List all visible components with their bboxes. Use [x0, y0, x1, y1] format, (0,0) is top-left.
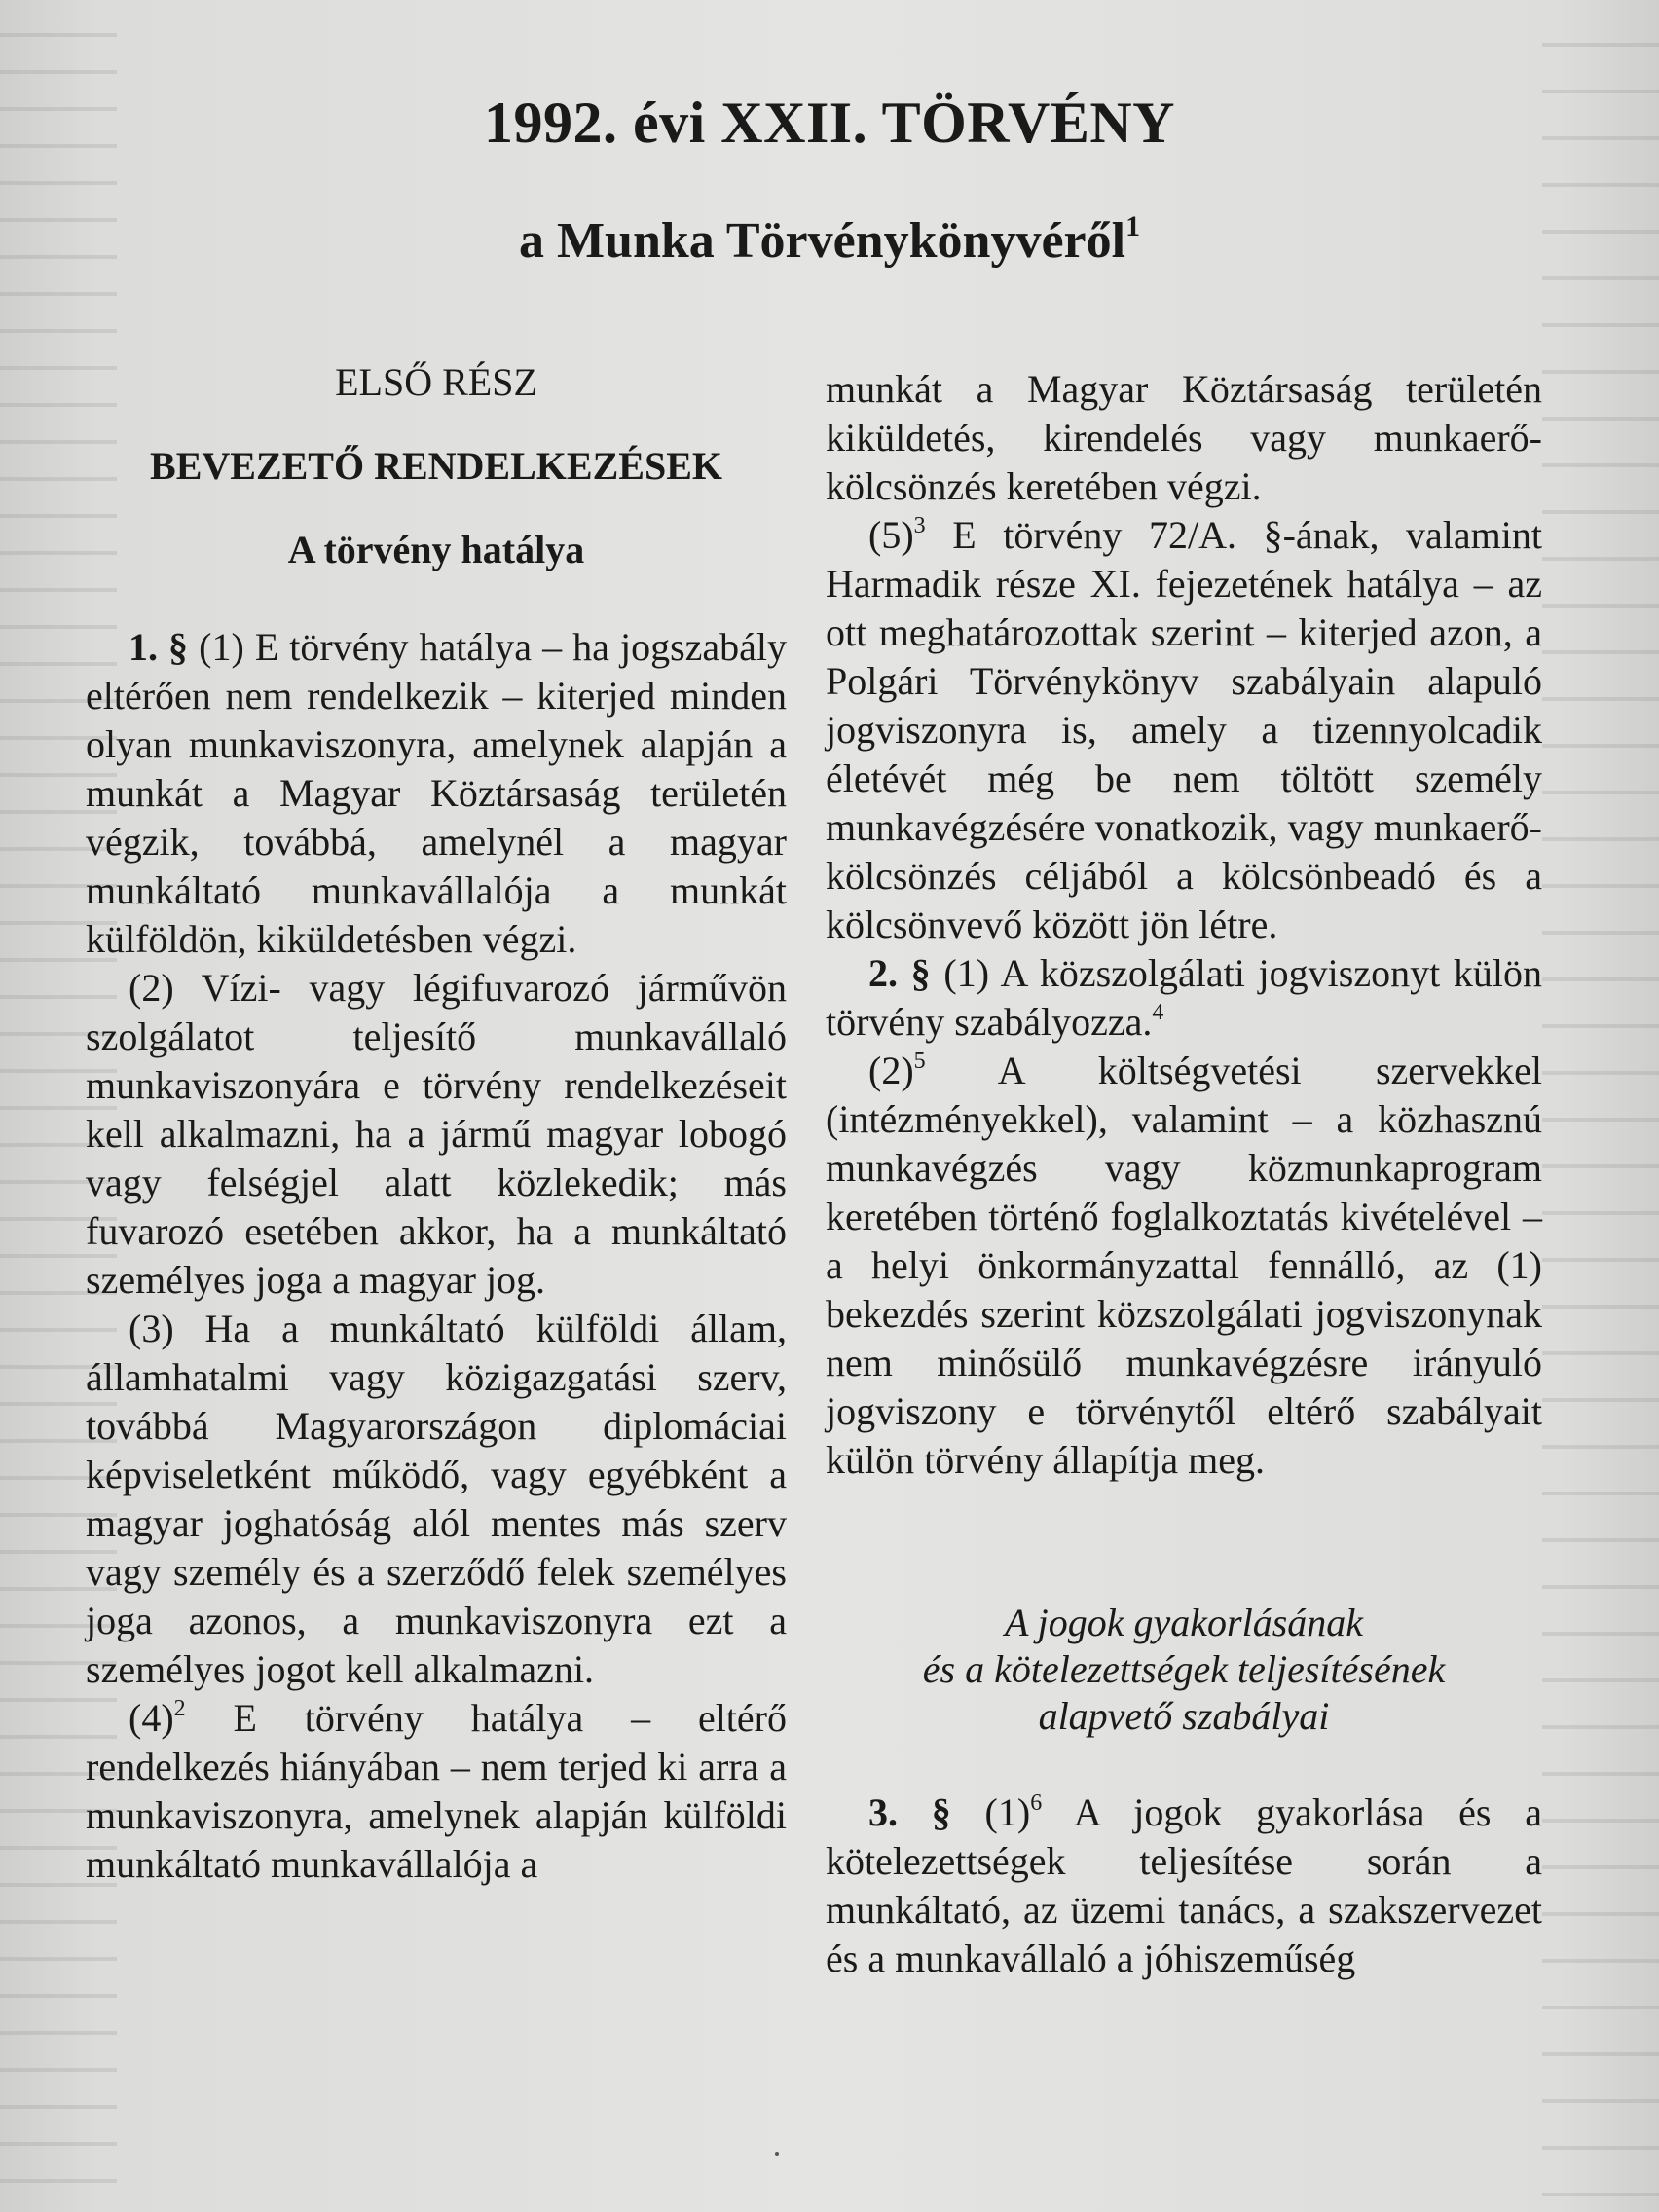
bleed-through-right	[1542, 0, 1659, 2212]
italic-section-heading	[826, 1600, 1542, 1740]
paragraph-2-2	[826, 1047, 1542, 1485]
section-number-2: 2. §	[868, 951, 931, 995]
paragraph-2-1-text: (1) A közszolgálati jogviszonyt külön törvény szabályozza.	[826, 951, 1543, 1044]
paragraph-2-1	[826, 949, 1542, 1047]
right-column	[826, 365, 1542, 1983]
paragraph-1-5	[826, 511, 1542, 949]
footnote-ref-1: 1	[1125, 210, 1141, 242]
paragraph-3-1-text: A jogok gyakorlása és a kötelezettségek teljesítése során a munkáltató, az üzemi tanács, a szakszervezet és a munkavállaló a jóhiszeműség	[826, 1790, 1543, 1980]
footnote-ref-3: 3	[913, 513, 926, 538]
spacer	[826, 1485, 1542, 1600]
paragraph-3-1-label: (1)	[950, 1790, 1031, 1834]
left-column	[86, 358, 787, 1889]
paragraph-2-2-label: (2)	[868, 1049, 914, 1092]
part-heading: ELSŐ RÉSZ	[335, 360, 537, 404]
italic-heading-line-2: és a kötelezettségek teljesítésének	[922, 1647, 1446, 1691]
footnote-ref-2: 2	[173, 1696, 186, 1721]
footnote-ref-6: 6	[1030, 1790, 1043, 1816]
section-number-1: 1. §	[129, 625, 189, 669]
law-title: 1992. évi XXII. TÖRVÉNY	[484, 91, 1175, 155]
paragraph-2-2-text: A költségvetési szervekkel (intézményekkel), valamint – a közhasznú munkavégzés vagy közmunkaprogram keretében történő foglalkoztatás kivételével – a helyi önkormányzattal fennálló, az (1) bekezdés szerint közszolgálati jogviszonynak nem minősülő munkavégzésre irányuló jogviszony e törvénytől eltérő szabályait külön törvény állapítja meg.	[826, 1049, 1542, 1482]
paragraph-1-4-continued: munkát a Magyar Köztársaság területén kiküldetés, kirendelés vagy munkaerő-kölcsönzés keretében végzi.	[826, 367, 1542, 508]
chapter-heading: BEVEZETŐ RENDELKEZÉSEK	[150, 444, 722, 488]
section-heading: A törvény hatálya	[287, 528, 585, 571]
law-subtitle	[0, 212, 1659, 270]
italic-heading-line-3: alapvető szabályai	[1038, 1694, 1330, 1738]
italic-heading-line-1: A jogok gyakorlásának	[1004, 1601, 1364, 1644]
paragraph-1-4	[86, 1694, 787, 1889]
law-subtitle-text: a Munka Törvénykönyvéről	[518, 213, 1126, 269]
paragraph-1-1	[86, 623, 787, 964]
paragraph-1-3: (3) Ha a munkáltató külföldi állam, államhatalmi vagy közigazgatási szerv, továbbá Magyarországon diplomáciai képviseletként működő, vagy egyébként a magyar joghatóság alól mentes más szerv vagy személy és a szerződő felek személyes joga azonos, a munkaviszonyra ezt a személyes jogot kell alkalmazni.	[86, 1307, 787, 1691]
paragraph-1-5-text: E törvény 72/A. §-ának, valamint Harmadik része XI. fejezetének hatálya – az ott meghatározottak szerint – kiterjed azon, a Polgári Törvénykönyv szabályain alapuló jogviszonyra is, amely a tizennyolcadik életévét még be nem töltött személy munkavégzésére vonatkozik, vagy munkaerő-kölcsönzés céljából a kölcsönbeadó és a kölcsönvevő között jön létre.	[826, 513, 1542, 946]
footnote-ref-5: 5	[913, 1049, 926, 1074]
paragraph-1-2: (2) Vízi- vagy légifuvarozó járművön szolgálatot teljesítő munkavállaló munkaviszonyára e törvény rendelkezéseit kell alkalmazni, ha a jármű magyar lobogó vagy felségjel alatt közlekedik; más fuvarozó esetében akkor, ha a munkáltató személyes joga a magyar jog.	[86, 966, 787, 1302]
paragraph-1-4-text: E törvény hatálya – eltérő rendelkezés hiányában – nem terjed ki arra a munkaviszonyra, amelynek alapján külföldi munkáltató munkavállalója a	[86, 1696, 787, 1886]
page-mark	[775, 2152, 779, 2156]
paragraph-3-1	[826, 1788, 1542, 1983]
section-number-3: 3. §	[868, 1790, 951, 1834]
paragraph-1-5-label: (5)	[868, 513, 914, 557]
paragraph-1-1-text: (1) E törvény hatálya – ha jogszabály eltérően nem rendelkezik – kiterjed minden olyan munkaviszonyra, amelynek alapján a munkát a Magyar Köztársaság területén végzik, továbbá, amelynél a magyar munkáltató munkavállalója a munkát külföldön, kiküldetésben végzi.	[86, 625, 788, 961]
footnote-ref-4: 4	[1152, 1000, 1164, 1025]
paragraph-1-4-label: (4)	[129, 1696, 174, 1740]
